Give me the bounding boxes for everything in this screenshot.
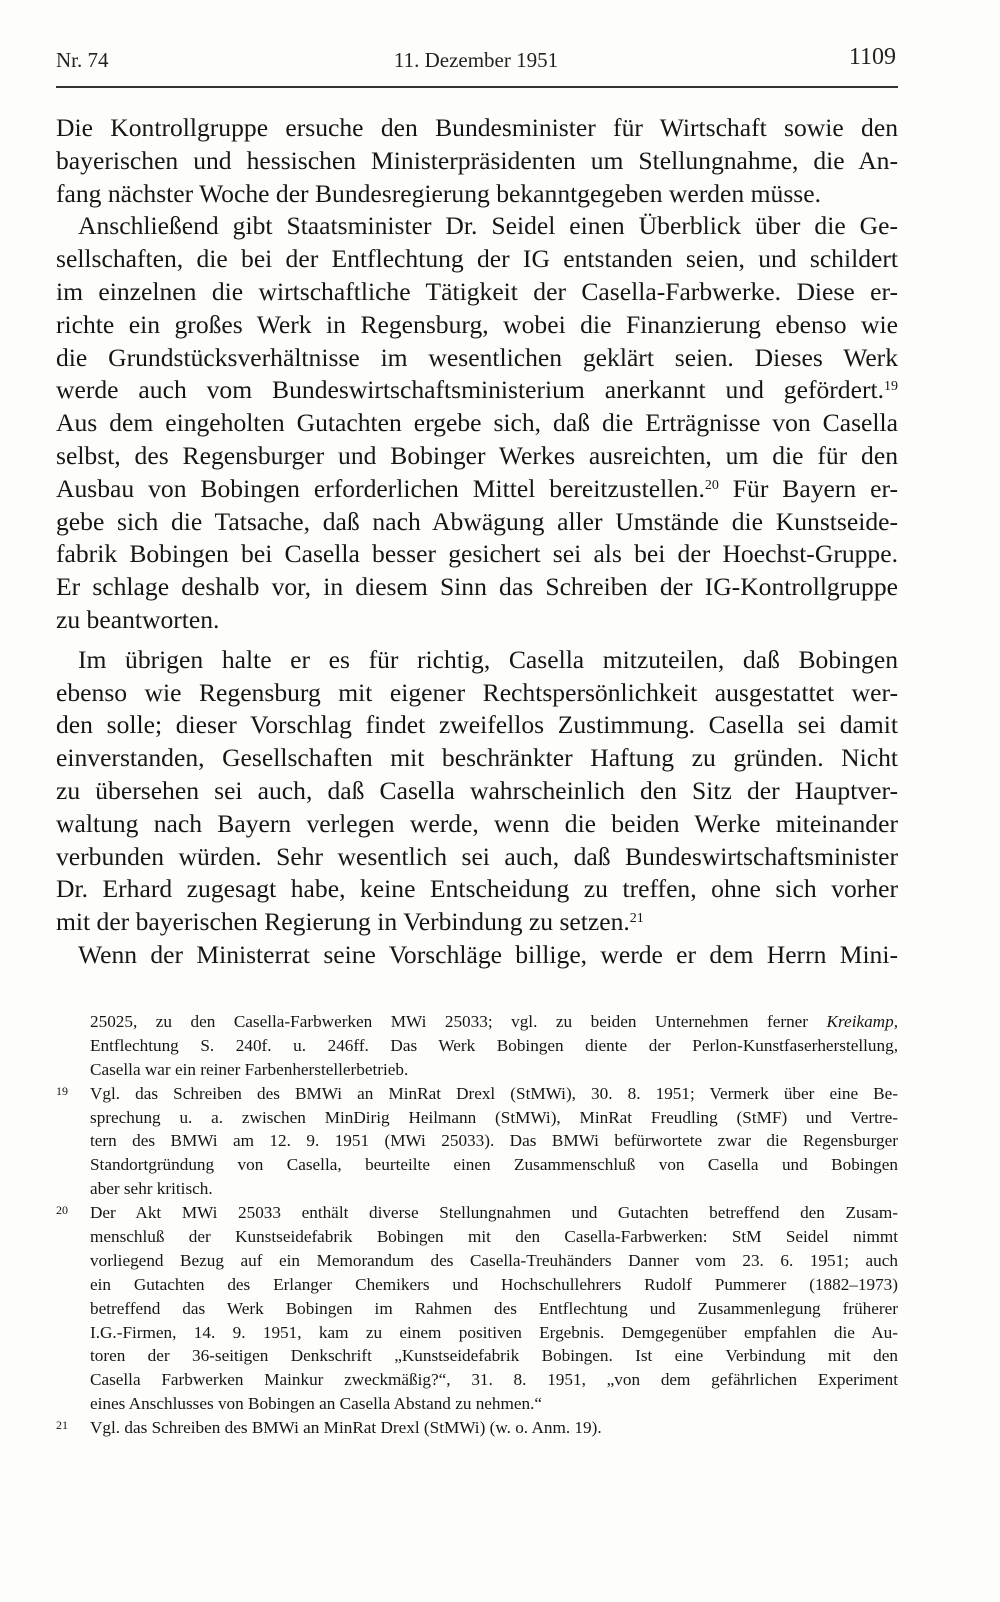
- footnote-line: I.G.-Firmen, 14. 9. 1951, kam zu einem positiven Ergebnis. Demgegenüber empfahlen die Au-: [90, 1322, 898, 1342]
- header-rule: [56, 86, 898, 88]
- footnote-number: 20: [56, 1203, 68, 1218]
- text-line: mit der bayerischen Regierung in Verbindung zu setzen.$^{21}$: [56, 907, 644, 937]
- footnote-number: 19: [56, 1083, 68, 1098]
- document-number: Nr. 74: [56, 48, 109, 72]
- text-line: waltung nach Bayern verlegen werde, wenn die beiden Werke miteinander: [56, 808, 898, 838]
- footnote-line: Casella Farbwerken Mainkur zweckmäßig?“, 31. 8. 1951, „von dem gefährlichen Experiment: [90, 1370, 898, 1390]
- footnote-number: 21: [56, 1418, 68, 1433]
- text-line: werde auch vom Bundeswirtschaftsministerium anerkannt und gefördert.$^{19}$: [56, 375, 898, 405]
- footnote-19: [56, 1082, 898, 1201]
- footnote-line: Vgl. das Schreiben des BMWi an MinRat Drexl (StMWi) (w. o. Anm. 19).: [90, 1418, 602, 1438]
- footnote-line: ein Gutachten des Erlanger Chemikers und Hochschullehrers Rudolf Pummerer (1882–1973): [90, 1274, 898, 1294]
- footnote-line: Entflechtung S. 240f. u. 246ff. Das Werk Bobingen diente der Perlon-Kunstfaserherstellung,: [90, 1035, 898, 1055]
- footnote-ref-19: 19: [884, 379, 898, 395]
- text-line: Er schlage deshalb vor, in diesem Sinn das Schreiben der IG-Kontrollgruppe: [56, 572, 898, 602]
- text-line: einverstanden, Gesellschaften mit beschränkter Haftung zu gründen. Nicht: [56, 743, 898, 773]
- text-line: Die Kontrollgruppe ersuche den Bundesminister für Wirtschaft sowie den: [56, 113, 898, 142]
- text-line: bayerischen und hessischen Ministerpräsidenten um Stellungnahme, die An-: [56, 145, 898, 175]
- footnote-line: toren der 36-seitigen Denkschrift „Kunstseidefabrik Bobingen. Ist eine Verbindung mit den: [90, 1346, 898, 1366]
- text-line: selbst, des Regensburger und Bobinger Werkes ausreichten, um die für den: [56, 440, 898, 470]
- text-line: Wenn der Ministerrat seine Vorschläge billige, werde er dem Herrn Mini-: [78, 939, 898, 969]
- footnote-line: Casella war ein reiner Farbenherstellerbetrieb.: [90, 1059, 409, 1079]
- text-line: die Grundstücksverhältnisse im wesentlichen geklärt seien. Dieses Werk: [56, 342, 898, 372]
- footnote-line: Standortgründung von Casella, beurteilte einen Zusammenschluß von Casella und Bobingen: [90, 1155, 898, 1175]
- text-line: zu übersehen sei auch, daß Casella wahrscheinlich den Sitz der Hauptver-: [56, 775, 898, 805]
- footnote-21: [56, 1416, 898, 1440]
- text-line: fang nächster Woche der Bundesregierung bekanntgegeben werden müsse.: [56, 178, 822, 208]
- footnote-line: sprechung u. a. zwischen MinDirig Heilmann (StMWi), MinRat Freudling (StMF) und Vertre-: [90, 1107, 898, 1127]
- footnote-line: betreffend das Werk Bobingen im Rahmen des Entflechtung und Zusammenlegung früherer: [90, 1298, 898, 1318]
- text-line: fabrik Bobingen bei Casella besser gesichert sei als bei der Hoechst-Gruppe.: [56, 539, 898, 569]
- italic-author: Kreikamp,: [826, 1012, 898, 1031]
- footnote-line: menschluß der Kunstseidefabrik Bobingen mit den Casella-Farbwerken: StM Seidel nimmt: [90, 1227, 898, 1247]
- footnote-line: aber sehr kritisch.: [90, 1179, 213, 1199]
- text-line: zu beantworten.: [56, 604, 220, 634]
- text-line: sellschaften, die bei der Entflechtung der IG entstanden seien, und schildert: [56, 244, 898, 274]
- text-line: Dr. Erhard zugesagt habe, keine Entscheidung zu treffen, ohne sich vorher: [56, 874, 898, 904]
- text-line: im einzelnen die wirtschaftliche Tätigkeit der Casella-Farbwerke. Diese er-: [56, 276, 898, 306]
- text-line: Anschließend gibt Staatsminister Dr. Seidel einen Überblick über die Ge-: [78, 211, 898, 241]
- text-line: den solle; dieser Vorschlag findet zweifellos Zustimmung. Casella sei damit: [56, 710, 898, 740]
- text-line: gebe sich die Tatsache, daß nach Abwägung aller Umstände die Kunstseide-: [56, 506, 898, 536]
- footnote-line: eines Anschlusses von Bobingen an Casella Abstand zu nehmen.“: [90, 1394, 543, 1414]
- main-text: [56, 112, 898, 972]
- page-number: 1109: [848, 44, 896, 70]
- footnote-ref-21: 21: [629, 911, 644, 927]
- header-date: 11. Dezember 1951: [393, 48, 559, 72]
- footnote-ref-20: 20: [704, 477, 719, 493]
- footnote-20: [56, 1201, 898, 1416]
- footnotes: [56, 1010, 898, 1440]
- text-line: Ausbau von Bobingen erforderlichen Mittel bereitzustellen.$^{20}$ Für Bayern er-: [56, 473, 898, 503]
- text-line: richte ein großes Werk in Regensburg, wobei die Finanzierung ebenso wie: [56, 309, 898, 339]
- footnote-continued: [56, 1010, 898, 1082]
- text-line: Im übrigen halte er es für richtig, Casella mitzuteilen, daß Bobingen: [78, 644, 898, 674]
- text-line: ebenso wie Regensburg mit eigener Rechtspersönlichkeit ausgestattet wer-: [56, 677, 898, 707]
- text-line: Aus dem eingeholten Gutachten ergebe sich, daß die Erträgnisse von Casella: [56, 408, 898, 438]
- text-line: verbunden würden. Sehr wesentlich sei auch, daß Bundeswirtschaftsminister: [56, 841, 898, 871]
- footnote-line: tern des BMWi am 12. 9. 1951 (MWi 25033). Das BMWi befürwortete zwar die Regensburger: [90, 1131, 898, 1151]
- footnote-line: 25025, zu den Casella-Farbwerken MWi 25033; vgl. zu beiden Unternehmen ferner Kreikamp,: [90, 1012, 898, 1031]
- running-header: [56, 42, 896, 74]
- footnote-line: Der Akt MWi 25033 enthält diverse Stellungnahmen und Gutachten betreffend den Zusam-: [90, 1203, 898, 1223]
- footnote-line: vorliegend Bezug auf ein Memorandum des Casella-Treuhänders Danner vom 23. 6. 1951; auch: [90, 1250, 898, 1270]
- footnote-line: Vgl. das Schreiben des BMWi an MinRat Drexl (StMWi), 30. 8. 1951; Vermerk über eine Be-: [90, 1083, 898, 1103]
